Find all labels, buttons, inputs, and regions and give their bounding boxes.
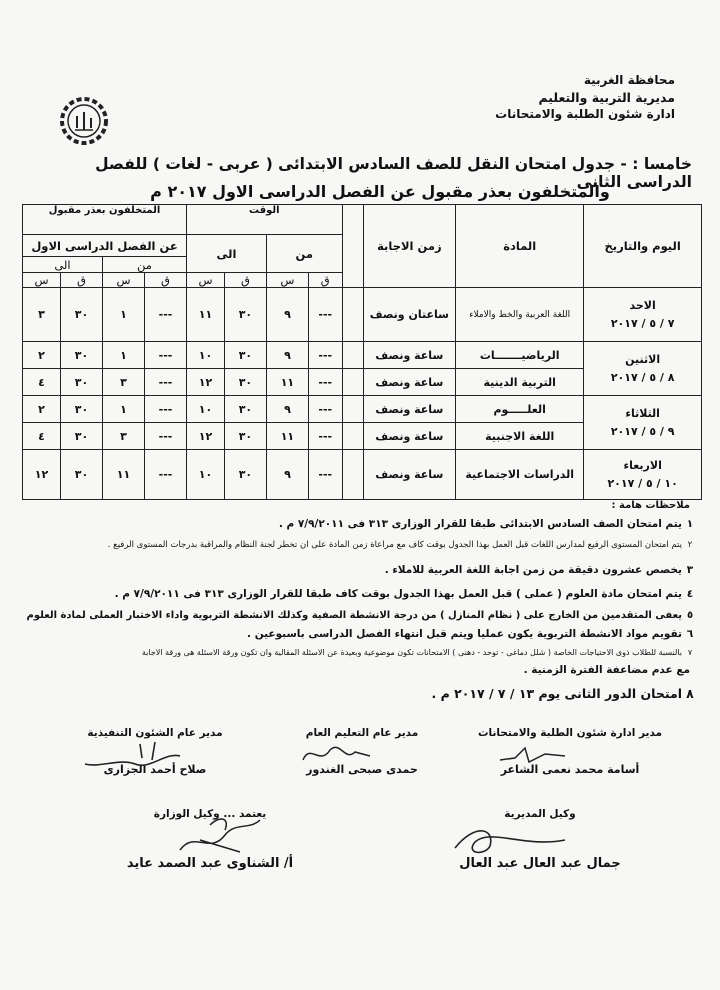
duration-cell: ساعة ونصف: [363, 423, 455, 450]
subject-cell: اللغة الاجنبية: [456, 423, 584, 450]
header-late-to: الى: [23, 257, 103, 273]
note-item: ٢يتم امتحان المستوى الرفيع لمدارس اللغات قبل العمل بهذا الجدول بوقت كاف مع مراعاة زمن المادة على ان تخطر لجنة النظام والمراقبة بدرجات المستوى الرفيع .: [107, 540, 693, 550]
header-day: اليوم والتاريخ: [584, 205, 702, 288]
header-late: المتخلفون بعذر مقبول: [23, 205, 187, 235]
exam-schedule-table: [22, 204, 702, 500]
header-h: س: [23, 273, 61, 288]
note-item: ٦تقويم مواد الانشطة التربوية يكون عمليا ويتم قبل انتهاء الفصل الدراسى باسبوعين .: [247, 628, 694, 640]
late-to-h: ٢: [23, 342, 61, 369]
time-to-m: ٣٠: [224, 423, 266, 450]
signature-block-students-affairs: مدير ادارة شئون الطلبة والامتحانات أسامة محمد نعمى الشاعر: [477, 727, 663, 776]
directorate-line: مديرية التربية والتعليم: [538, 90, 675, 105]
schedule-title: خامسا : - جدول امتحان النقل للصف السادس الابتدائى ( عربى - لغات ) للفصل الدراسى الثانى: [95, 155, 692, 191]
time-from-h: ٩: [266, 396, 308, 423]
time-to-h: ١٢: [187, 423, 225, 450]
day-cell: الاربعاء ١٠ / ٥ / ٢٠١٧: [584, 450, 702, 500]
letterhead: [495, 72, 675, 123]
subject-cell: الدراسات الاجتماعية: [456, 450, 584, 500]
time-from-m: ---: [308, 450, 342, 500]
time-to-h: ١١: [187, 288, 225, 342]
time-to-h: ١٠: [187, 342, 225, 369]
time-from-h: ١١: [266, 423, 308, 450]
late-to-m: ٣٠: [60, 396, 102, 423]
time-from-h: ٩: [266, 342, 308, 369]
signature-block-deputy-directorate: وكيل المديرية جمال عبد العال عبد العال: [459, 808, 621, 871]
header-m: ق: [145, 273, 187, 288]
late-to-h: ٤: [23, 423, 61, 450]
late-from-h: ١: [102, 288, 144, 342]
ministry-logo-icon: [55, 92, 113, 150]
late-from-m: ---: [145, 450, 187, 500]
late-from-h: ١: [102, 396, 144, 423]
time-from-h: ٩: [266, 288, 308, 342]
header-h: س: [187, 273, 225, 288]
late-from-m: ---: [145, 288, 187, 342]
signature-block-deputy-ministry: يعتمد ... وكيل الوزارة أ/ الشناوى عبد الصمد عايد: [126, 808, 294, 871]
subject-cell: الرياضيـــــــات: [456, 342, 584, 369]
time-to-m: ٣٠: [224, 342, 266, 369]
late-from-m: ---: [145, 369, 187, 396]
late-from-h: ٣: [102, 369, 144, 396]
late-to-h: ٢: [23, 396, 61, 423]
table-row: [23, 450, 702, 500]
spacer-cell: [342, 288, 363, 342]
subject-cell: التربية الدينية: [456, 369, 584, 396]
subject-cell: العلـــــوم: [456, 396, 584, 423]
signature-block-general-education: مدير عام التعليم العام حمدى صبحى الغندور: [305, 727, 419, 776]
header-time: الوقت: [187, 205, 343, 235]
time-to-h: ١٢: [187, 369, 225, 396]
spacer-cell: [342, 450, 363, 500]
header-m: ق: [224, 273, 266, 288]
header-m: ق: [308, 273, 342, 288]
signature-block-executive-affairs: مدير عام الشئون التنفيذية صلاح أحمد الجزارى: [87, 727, 223, 776]
duration-cell: ساعة ونصف: [363, 342, 455, 369]
notes-heading: ملاحظات هامة :: [611, 500, 690, 511]
day-cell: الثلاثاء ٩ / ٥ / ٢٠١٧: [584, 396, 702, 450]
note-item: ١يتم امتحان الصف السادس الابتدائى طبقا للقرار الوزارى ٣١٣ فى ٧/٩/٢٠١١ م .: [278, 518, 694, 530]
schedule-subtitle: والمتخلفون بعذر مقبول عن الفصل الدراسى الاول ٢٠١٧ م: [150, 182, 610, 201]
time-to-m: ٣٠: [224, 288, 266, 342]
late-from-m: ---: [145, 342, 187, 369]
time-from-m: ---: [308, 423, 342, 450]
late-to-m: ٣٠: [60, 450, 102, 500]
signature-scribble-icon: [295, 738, 375, 768]
header-late-sub: عن الفصل الدراسى الاول: [23, 235, 187, 257]
signature-scribble-icon: [80, 738, 190, 772]
header-time-to: الى: [187, 235, 267, 273]
late-from-h: ١: [102, 342, 144, 369]
late-to-h: ١٢: [23, 450, 61, 500]
duration-cell: ساعة ونصف: [363, 369, 455, 396]
late-to-m: ٣٠: [60, 342, 102, 369]
note-item: ٧بالنسبة للطلاب ذوى الاحتياجات الخاصة ( شلل دماغى - توحد - دهنى ) الامتحانات تكون موضوعية وبعيدة عن الاسئلة المقالية وان تكون ورقة الاسئلة هى ورقة الاجابة: [141, 648, 693, 657]
late-to-m: ٣٠: [60, 288, 102, 342]
table-row: [23, 342, 702, 369]
header-m: ق: [60, 273, 102, 288]
time-to-h: ١٠: [187, 450, 225, 500]
day-cell: الاحد ٧ / ٥ / ٢٠١٧: [584, 288, 702, 342]
header-h: س: [102, 273, 144, 288]
note-item: ٤يتم امتحان مادة العلوم ( عملى ) قبل العمل بهذا الجدول بوقت كاف طبقا للقرار الوزارى ٣١٣ فى ٧/٩/٢٠١١ م .: [114, 588, 694, 600]
time-to-m: ٣٠: [224, 450, 266, 500]
note-item: ٣يخصص عشرون دقيقة من زمن اجابة اللغة العربية للاملاء .: [384, 564, 694, 576]
time-from-m: ---: [308, 342, 342, 369]
header-late-from: من: [102, 257, 186, 273]
time-from-m: ---: [308, 369, 342, 396]
late-from-h: ٣: [102, 423, 144, 450]
governorate-line: محافظة الغربية: [583, 73, 675, 87]
header-time-from: من: [266, 235, 342, 273]
note-item: ٥يعفى المتقدمين من الخارج على ( نظام المنازل ) من درجة الانشطة الصفية وكذلك الانشطة التربوية واداء الاختبار العملى لمادة العلوم: [26, 610, 694, 621]
time-from-m: ---: [308, 288, 342, 342]
duration-cell: ساعتان ونصف: [363, 288, 455, 342]
signature-scribble-icon: [495, 740, 575, 768]
header-duration: زمن الاجابة: [363, 205, 455, 288]
spacer-cell: [342, 342, 363, 369]
duration-cell: ساعة ونصف: [363, 396, 455, 423]
late-from-m: ---: [145, 423, 187, 450]
note-item: مع عدم مضاعفة الفترة الزمنية .: [523, 664, 690, 676]
time-from-h: ٩: [266, 450, 308, 500]
time-to-m: ٣٠: [224, 369, 266, 396]
spacer-cell: [342, 396, 363, 423]
spacer-cell: [342, 369, 363, 396]
duration-cell: ساعة ونصف: [363, 450, 455, 500]
time-to-h: ١٠: [187, 396, 225, 423]
signature-scribble-icon: [445, 818, 575, 858]
subject-cell: اللغة العربية والخط والاملاء: [456, 288, 584, 342]
department-line: ادارة شئون الطلبة والامتحانات: [495, 107, 675, 121]
spacer-cell: [342, 423, 363, 450]
time-from-h: ١١: [266, 369, 308, 396]
header-subject: المادة: [456, 205, 584, 288]
late-from-m: ---: [145, 396, 187, 423]
header-h: س: [266, 273, 308, 288]
day-cell: الاثنين ٨ / ٥ / ٢٠١٧: [584, 342, 702, 396]
late-to-h: ٣: [23, 288, 61, 342]
table-row: [23, 396, 702, 423]
time-to-m: ٣٠: [224, 396, 266, 423]
late-to-m: ٣٠: [60, 369, 102, 396]
late-to-m: ٣٠: [60, 423, 102, 450]
late-to-h: ٤: [23, 369, 61, 396]
signature-scribble-icon: [170, 810, 280, 860]
header-spacer: [342, 205, 363, 288]
time-from-m: ---: [308, 396, 342, 423]
note-item: ٨امتحان الدور الثانى يوم ١٣ / ٧ / ٢٠١٧ م .: [431, 686, 694, 701]
table-row: [23, 288, 702, 342]
late-from-h: ١١: [102, 450, 144, 500]
